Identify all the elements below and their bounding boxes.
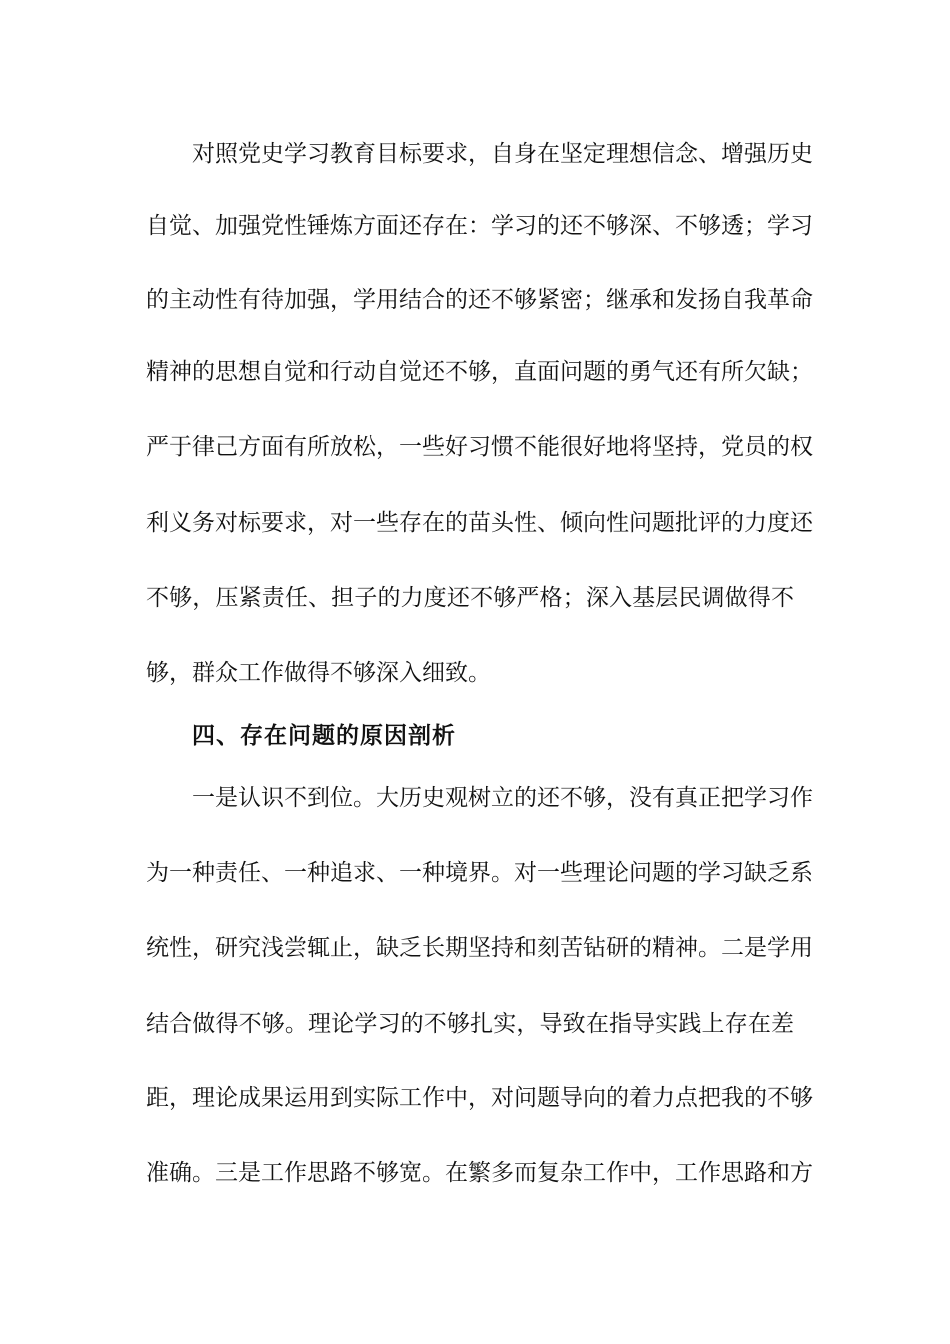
paragraph-1-line-1: 对照党史学习教育目标要求，自身在坚定理想信念、增强历史 bbox=[192, 141, 813, 167]
paragraph-1-line-7: 不够，压紧责任、担子的力度还不够严格；深入基层民调做得不 bbox=[146, 585, 794, 611]
paragraph-1-line-8: 够，群众工作做得不够深入细致。 bbox=[146, 660, 491, 686]
paragraph-2-line-4: 结合做得不够。理论学习的不够扎实，导致在指导实践上存在差 bbox=[146, 1011, 794, 1037]
paragraph-1-line-5: 严于律己方面有所放松，一些好习惯不能很好地将坚持，党员的权 bbox=[146, 434, 813, 460]
paragraph-1-line-3: 的主动性有待加强，学用结合的还不够紧密；继承和发扬自我革命 bbox=[146, 287, 813, 313]
section-heading: 四、存在问题的原因剖析 bbox=[192, 723, 456, 749]
paragraph-1-line-4: 精神的思想自觉和行动自觉还不够，直面问题的勇气还有所欠缺； bbox=[146, 359, 813, 385]
paragraph-2-line-6: 准确。三是工作思路不够宽。在繁多而复杂工作中，工作思路和方 bbox=[146, 1160, 813, 1186]
paragraph-2-line-2: 为一种责任、一种追求、一种境界。对一些理论问题的学习缺乏系 bbox=[146, 860, 813, 886]
paragraph-2-line-5: 距，理论成果运用到实际工作中，对问题导向的着力点把我的不够 bbox=[146, 1085, 813, 1111]
paragraph-2-line-3: 统性，研究浅尝辄止，缺乏长期坚持和刻苦钻研的精神。二是学用 bbox=[146, 935, 813, 961]
paragraph-1-line-2: 自觉、加强党性锤炼方面还存在：学习的还不够深、不够透；学习 bbox=[146, 213, 813, 239]
paragraph-1-line-6: 利义务对标要求，对一些存在的苗头性、倾向性问题批评的力度还 bbox=[146, 510, 813, 536]
paragraph-2-line-1: 一是认识不到位。大历史观树立的还不够，没有真正把学习作 bbox=[192, 785, 813, 811]
